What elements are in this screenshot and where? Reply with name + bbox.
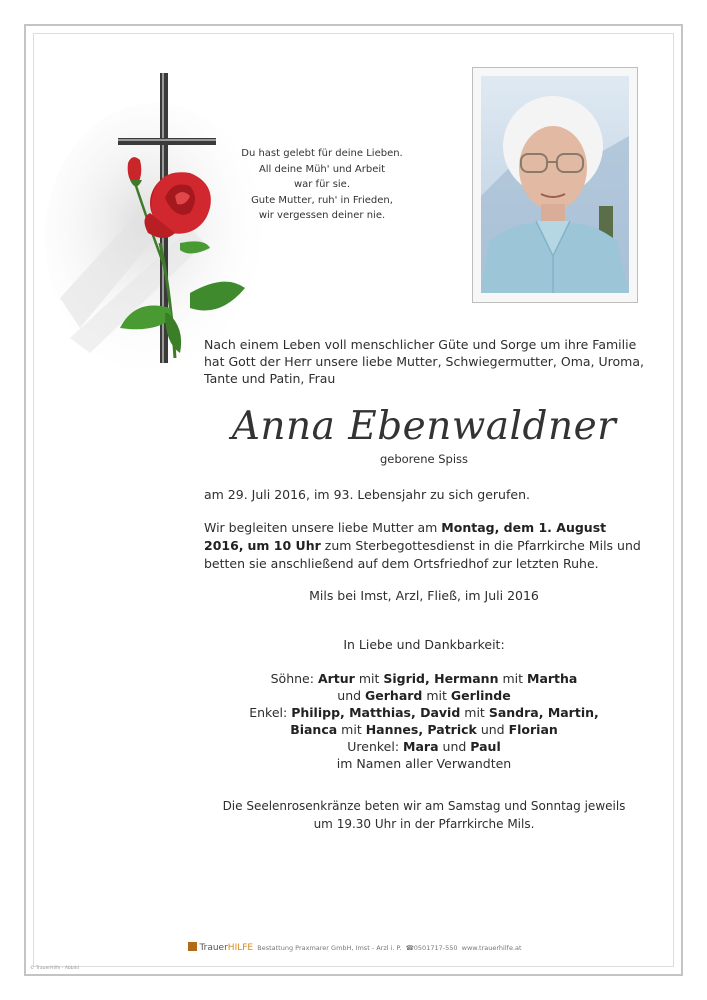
brand-name: TrauerHILFE — [199, 943, 254, 953]
poem-line: Gute Mutter, ruh' in Frieden, — [251, 194, 393, 206]
poem-line: wir vergessen deiner nie. — [258, 210, 386, 221]
list-item: Enkel: Philipp, Matthias, David mit Sandra, Martin, — [249, 705, 599, 720]
poem-line: All deine Müh' und Arbeit — [258, 163, 386, 175]
credit: © TrauerHilfe - Abbild — [30, 966, 79, 971]
list-item: Söhne: Artur mit Sigrid, Hermann mit Martha — [270, 671, 578, 686]
funeral-date: Montag, dem 1. August 2016, — [204, 520, 607, 553]
list-item: Bianca mit Hannes, Patrick und Florian — [290, 722, 558, 737]
funeral-time: um 10 Uhr — [247, 538, 321, 553]
company-name: Bestattung Praxmarer GmbH, Imst - Arzl i. P. — [257, 944, 402, 952]
list-item: im Namen aller Verwandten — [336, 756, 512, 771]
mourners-list — [204, 670, 644, 772]
death-notice: am 29. Juli 2016, im 93. Lebensjahr zu sich gerufen. — [204, 487, 530, 502]
thanks-heading: In Liebe und Dankbarkeit: — [343, 637, 505, 652]
website-link[interactable]: www.trauerhilfe.at — [461, 944, 522, 952]
phone: ☎0501717-550 — [405, 944, 458, 952]
footer — [140, 942, 570, 953]
poem-line: Du hast gelebt für deine Lieben. — [241, 148, 403, 159]
place-date: Mils bei Imst, Arzl, Fließ, im Juli 2016 — [309, 588, 539, 603]
portrait-photo — [481, 76, 629, 293]
poem — [240, 146, 404, 224]
deceased-name: Anna Ebenwaldner — [231, 404, 617, 449]
intro-text: Nach einem Leben voll menschlicher Güte und Sorge um ihre Familie hat Gott der Herr unsere liebe Mutter, Schwiegermutter, Oma, Uroma, Tante und Patin, Frau — [204, 337, 644, 386]
list-item: Urenkel: Mara und Paul — [347, 739, 501, 754]
funeral-text: Wir begleiten unsere liebe Mutter am Montag, dem 1. August 2016, um 10 Uhr zum Sterbegottesdienst in die Pfarrkirche Mils und betten sie anschließend auf dem Ortsfriedhof zur letzten Ruhe. — [204, 520, 641, 571]
poem-line: war für sie. — [293, 179, 351, 190]
trauerhilfe-logo-icon — [188, 942, 197, 951]
rosary-notice: Die Seelenrosenkränze beten wir am Samstag und Sonntag jeweils um 19.30 Uhr in der Pfarrkirche Mils. — [222, 799, 626, 831]
maiden-name: geborene Spiss — [379, 452, 469, 466]
list-item: und Gerhard mit Gerlinde — [337, 688, 511, 703]
